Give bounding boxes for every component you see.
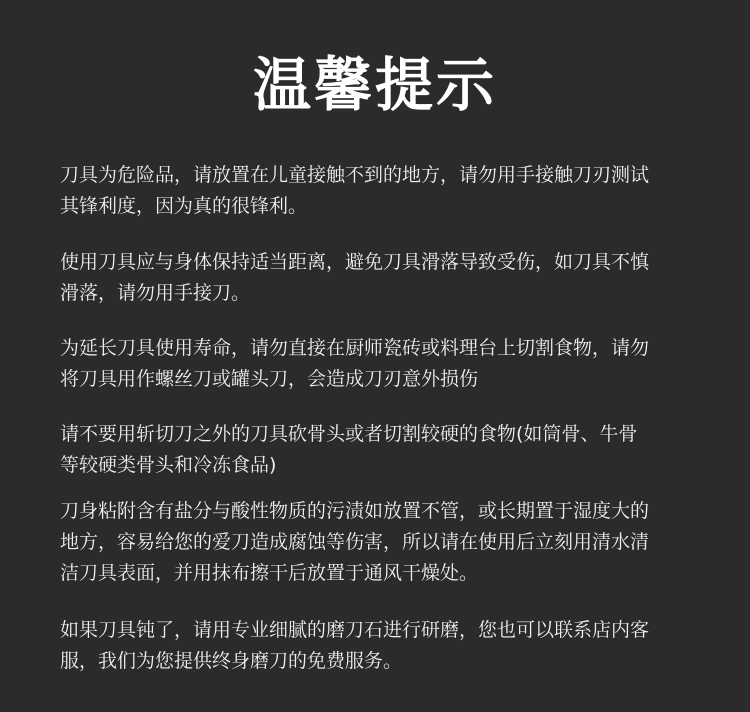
- notice-paragraph-3: [60, 333, 692, 395]
- notice-paragraph-1: [60, 160, 692, 222]
- paragraph-line: 等较硬类骨头和冷冻食品): [60, 454, 277, 476]
- paragraph-line: 刀具为危险品，请放置在儿童接触不到的地方，请勿用手接触刀刃测试: [60, 164, 650, 186]
- paragraph-line: 洁刀具表面，并用抹布擦干后放置于通风干燥处。: [60, 562, 479, 584]
- paragraph-line: 使用刀具应与身体保持适当距离，避免刀具滑落导致受伤，如刀具不慎: [60, 251, 650, 273]
- notice-paragraph-6: [60, 615, 692, 677]
- notice-paragraph-4: [60, 419, 692, 481]
- paragraph-line: 其锋利度，因为真的很锋利。: [60, 195, 308, 217]
- paragraph-line: 将刀具用作螺丝刀或罐头刀，会造成刀刃意外损伤: [60, 368, 479, 390]
- paragraph-line: 请不要用斩切刀之外的刀具砍骨头或者切割较硬的食物(如筒骨、牛骨: [60, 423, 638, 445]
- paragraph-line: 为延长刀具使用寿命，请勿直接在厨师瓷砖或料理台上切割食物，请勿: [60, 337, 650, 359]
- notice-paragraph-2: [60, 247, 692, 309]
- paragraph-line: 地方，容易给您的爱刀造成腐蚀等伤害，所以请在使用后立刻用清水清: [60, 531, 650, 553]
- notice-paragraph-5: [60, 496, 692, 589]
- paragraph-line: 滑落，请勿用手接刀。: [60, 282, 251, 304]
- page-title: 温馨提示: [252, 51, 497, 119]
- paragraph-line: 刀身粘附含有盐分与酸性物质的污渍如放置不管，或长期置于湿度大的: [60, 500, 650, 522]
- paragraph-line: 服，我们为您提供终身磨刀的免费服务。: [60, 650, 403, 672]
- paragraph-line: 如果刀具钝了，请用专业细腻的磨刀石进行研磨，您也可以联系店内客: [60, 619, 650, 641]
